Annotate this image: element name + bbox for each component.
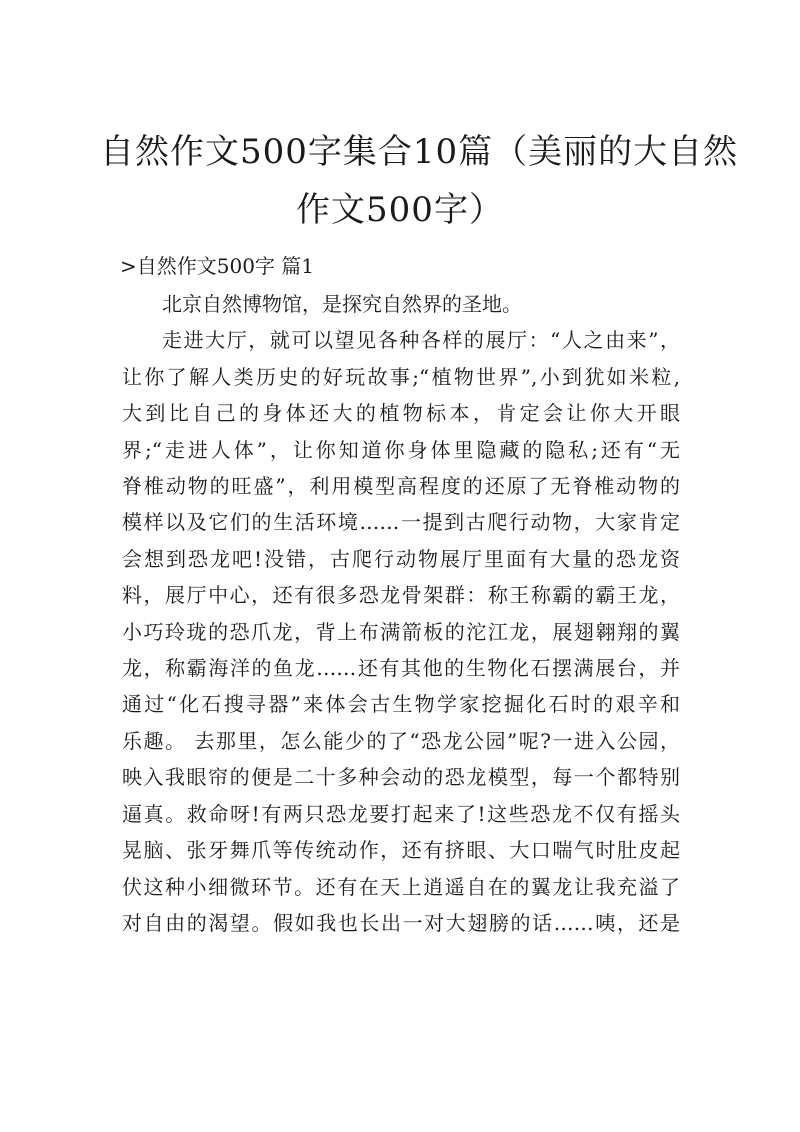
body-line: 走进大厅，就可以望见各种各样的展厅：“人之由来”， bbox=[162, 328, 680, 353]
body-line: 逼真。救命呀!有两只恐龙要打起来了!这些恐龙不仅有摇头 bbox=[122, 801, 680, 826]
document-body bbox=[122, 286, 680, 941]
body-line: 模样以及它们的生活环境……一提到古爬行动物，大家肯定 bbox=[122, 510, 680, 535]
title-line-2: 作文500字） bbox=[296, 190, 504, 230]
body-line: 乐趣。 去那里，怎么能少的了“恐龙公园”呢?一进入公园， bbox=[122, 728, 680, 753]
body-line: 伏这种小细微环节。还有在天上逍遥自在的翼龙让我充溢了 bbox=[122, 874, 680, 899]
body-line: 会想到恐龙吧!没错，古爬行动物展厅里面有大量的恐龙资 bbox=[122, 546, 680, 571]
body-line: 界;“走进人体”，让你知道你身体里隐藏的隐私;还有“无 bbox=[122, 437, 680, 462]
paragraph-1: 北京自然博物馆，是探究自然界的圣地。 bbox=[162, 292, 522, 316]
body-line: 大到比自己的身体还大的植物标本，肯定会让你大开眼 bbox=[122, 401, 680, 426]
body-line: 龙，称霸海洋的鱼龙……还有其他的生物化石摆满展台，并 bbox=[122, 656, 680, 681]
body-line: 通过“化石搜寻器”来体会古生物学家挖掘化石时的艰辛和 bbox=[122, 692, 680, 717]
section-heading: >自然作文500字 篇1 bbox=[120, 254, 315, 278]
body-line: 小巧玲珑的恐爪龙，背上布满箭板的沱江龙，展翅翱翔的翼 bbox=[122, 619, 680, 644]
body-line: 晃脑、张牙舞爪等传统动作，还有挤眼、大口喘气时肚皮起 bbox=[122, 838, 680, 863]
body-line: 脊椎动物的旺盛”，利用模型高程度的还原了无脊椎动物的 bbox=[122, 474, 680, 499]
body-line: 对自由的渴望。假如我也长出一对大翅膀的话……咦，还是 bbox=[122, 910, 680, 935]
body-line: 映入我眼帘的便是二十多种会动的恐龙模型，每一个都特别 bbox=[122, 765, 680, 790]
document-title bbox=[100, 126, 739, 236]
body-line: 料，展厅中心，还有很多恐龙骨架群：称王称霸的霸王龙， bbox=[122, 583, 680, 608]
body-line: 让你了解人类历史的好玩故事;“植物世界”,小到犹如米粒, bbox=[122, 364, 680, 389]
title-line-1: 自然作文500字集合10篇（美丽的大自然 bbox=[100, 132, 739, 172]
